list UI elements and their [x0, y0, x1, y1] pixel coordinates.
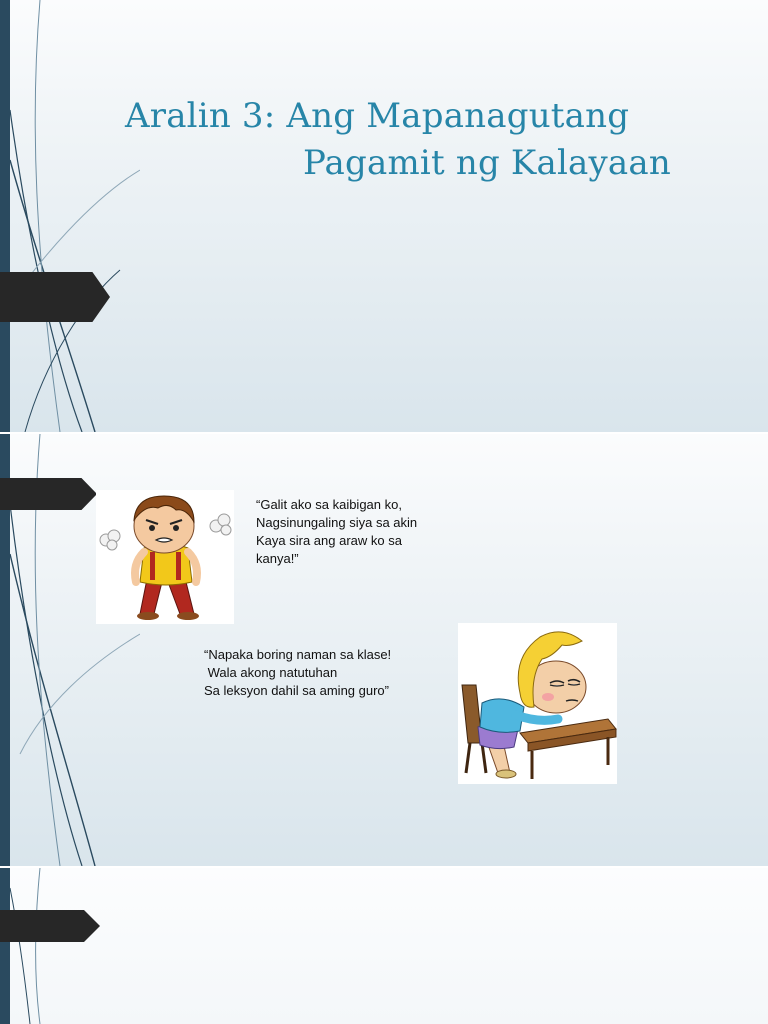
slide-1-title [0, 0, 768, 432]
quote-line: “Napaka boring naman sa klase! [204, 647, 392, 662]
quote-line: Sa leksyon dahil sa aming guro” [204, 682, 389, 698]
quote-line: Wala akong natutuhan [204, 664, 338, 680]
section-arrow-tab [0, 272, 110, 322]
slide-title-line-1: Aralin 3: Ang Mapanagutang [125, 96, 630, 136]
slide-3 [0, 868, 768, 1024]
quote-line: Kaya sira ang araw ko sa [256, 532, 402, 548]
quote-bored-class [204, 646, 391, 700]
quote-line: “Galit ako sa kaibigan ko, [256, 497, 402, 512]
angry-boy-cartoon-icon [96, 490, 234, 624]
quote-angry-friend [256, 496, 417, 568]
decorative-lines [0, 868, 80, 1024]
bored-girl-at-desk-cartoon-icon [458, 623, 617, 784]
bored-girl-image [458, 623, 617, 784]
section-arrow-tab [0, 478, 97, 510]
angry-boy-image [96, 490, 234, 624]
section-arrow-tab [0, 910, 100, 942]
slide-2-scenarios [0, 434, 768, 866]
decorative-lines [0, 0, 140, 432]
slide-accent-bar [0, 0, 10, 432]
slide-title-line-2: Pagamit ng Kalayaan [303, 143, 671, 183]
quote-line: kanya!” [256, 550, 299, 566]
quote-line: Nagsinungaling siya sa akin [256, 514, 418, 530]
slide-accent-bar [0, 868, 10, 1024]
